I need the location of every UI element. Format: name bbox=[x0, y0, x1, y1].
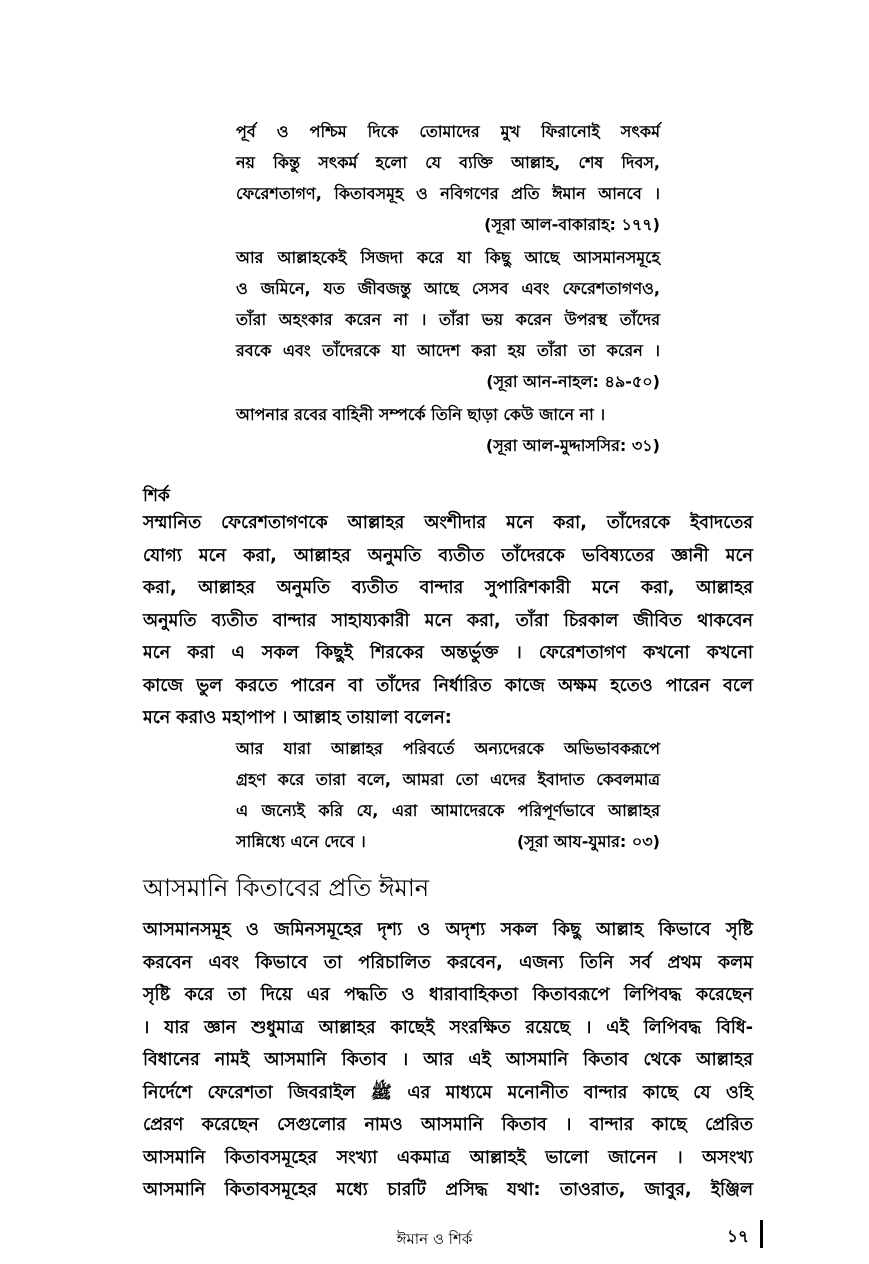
paragraph-line: মনে করাও মহাপাপ । আল্লাহ তায়ালা বলেন: bbox=[143, 708, 452, 728]
quote-reference: (সূরা আন-নাহল: ৪৯-৫০) bbox=[486, 372, 660, 391]
quote-line: নয় কিন্তু সৎকর্ম হলো যে ব্যক্তি আল্লাহ, শেষ দিবস, bbox=[236, 153, 660, 172]
footer-book-title: ঈমান ও শির্ক bbox=[396, 1230, 473, 1248]
paragraph-line: । যার জ্ঞান শুধুমাত্র আল্লাহর কাছেই সংরক্ষিত রয়েছে । এই লিপিবদ্ধ বিধি- bbox=[143, 1017, 753, 1038]
quote-line: আর আল্লাহকেই সিজদা করে যা কিছু আছে আসমানসমূহে bbox=[236, 248, 660, 267]
paragraph-line: সৃষ্টি করে তা দিয়ে এর পদ্ধতি ও ধারাবাহিকতা কিতাবরূপে লিপিবদ্ধ করেছেন bbox=[143, 985, 753, 1005]
paragraph-line: বিধানের নামই আসমানি কিতাব । আর এই আসমানি কিতাব থেকে আল্লাহর bbox=[143, 1050, 753, 1070]
quote-line: পূর্ব ও পশ্চিম দিকে তোমাদের মুখ ফিরানোই সৎকর্ম bbox=[236, 122, 660, 141]
paragraph-line: নির্দেশে ফেরেশতা জিবরাইল ﷺ এর মাধ্যমে মনোনীত বান্দার কাছে যে ওহি bbox=[143, 1082, 753, 1103]
quote-line: ফেরেশতাগণ, কিতাবসমূহ ও নবিগণের প্রতি ঈমান আনবে । bbox=[236, 184, 660, 203]
quote-line: ও জমিনে, যত জীবজন্তু আছে সেসব এবং ফেরেশতাগণও, bbox=[236, 279, 660, 298]
paragraph-line: সম্মানিত ফেরেশতাগণকে আল্লাহর অংশীদার মনে করা, তাঁদেরকে ইবাদতের bbox=[143, 513, 753, 533]
paragraph-line: কাজে ভুল করতে পারেন বা তাঁদের নির্ধারিত কাজে অক্ষম হতেও পারেন বলে bbox=[143, 675, 753, 696]
quran-quote-nahl bbox=[236, 242, 660, 397]
paragraph-line: আসমানি কিতাবসমূহের সংখ্যা একমাত্র আল্লাহই ভালো জানেন । অসংখ্য bbox=[143, 1147, 753, 1168]
quote-line: আর যারা আল্লাহর পরিবর্তে অন্যদেরকে অভিভাবকরূপে bbox=[236, 739, 660, 758]
quote-reference: (সূরা আল-বাকারাহ: ১৭৭) bbox=[484, 215, 660, 234]
section-heading-shirk: শির্ক bbox=[143, 486, 170, 506]
quote-reference: (সূরা আল-মুদ্দাসসির: ৩১) bbox=[485, 436, 660, 455]
quote-last-line bbox=[236, 826, 660, 857]
paragraph-line: যোগ্য মনে করা, আল্লাহর অনুমতি ব্যতীত তাঁদেরকে ভবিষ্যতের জ্ঞানী মনে bbox=[143, 545, 753, 566]
paragraph-line: আসমানি কিতাবসমূহের মধ্যে চারটি প্রসিদ্ধ যথা: তাওরাত, জাবুর, ইঞ্জিল bbox=[143, 1180, 753, 1200]
quote-line: সান্নিধ্যে এনে দেবে । bbox=[236, 832, 366, 851]
chapter-paragraph bbox=[143, 914, 753, 1207]
paragraph-line: করবেন এবং কিভাবে তা পরিচালিত করবেন, এজন্য তিনি সর্ব প্রথম কলম bbox=[143, 952, 753, 973]
chapter-title: আসমানি কিতাবের প্রতি ঈমান bbox=[143, 874, 430, 902]
quran-quote-baqarah bbox=[236, 116, 660, 240]
quote-reference: (সূরা আয-যুমার: ০৩) bbox=[516, 832, 660, 851]
paragraph-line: অনুমতি ব্যতীত বান্দার সাহায্যকারী মনে করা, তাঁরা চিরকাল জীবিত থাকবেন bbox=[143, 610, 753, 631]
quote-line: রবকে এবং তাঁদেরকে যা আদেশ করা হয় তাঁরা তা করেন । bbox=[236, 341, 660, 360]
shirk-paragraph bbox=[143, 507, 753, 735]
paragraph-line: করা, আল্লাহর অনুমতি ব্যতীত বান্দার সুপারিশকারী মনে করা, আল্লাহর bbox=[143, 578, 753, 598]
paragraph-line: আসমানসমূহ ও জমিনসমূহের দৃশ্য ও অদৃশ্য সকল কিছু আল্লাহ কিভাবে সৃষ্টি bbox=[143, 920, 753, 940]
quote-line: গ্রহণ করে তারা বলে, আমরা তো এদের ইবাদাত কেবলমাত্র bbox=[236, 770, 660, 789]
quote-line: আপনার রবের বাহিনী সম্পর্কে তিনি ছাড়া কেউ জানে না । bbox=[236, 405, 606, 424]
page-number: ১৭ bbox=[727, 1227, 750, 1247]
quran-quote-muddaththir bbox=[236, 399, 660, 461]
quote-line: এ জন্যেই করি যে, এরা আমাদেরকে পরিপূর্ণভাবে আল্লাহর bbox=[236, 801, 660, 820]
paragraph-line: মনে করা এ সকল কিছুই শিরকের অন্তর্ভুক্ত । ফেরেশতাগণ কখনো কখনো bbox=[143, 643, 753, 663]
quran-quote-zumar bbox=[236, 733, 660, 857]
page-number-divider bbox=[760, 1220, 763, 1248]
quote-line: তাঁরা অহংকার করেন না । তাঁরা ভয় করেন উপরস্থ তাঁদের bbox=[236, 310, 660, 329]
paragraph-line: প্রেরণ করেছেন সেগুলোর নামও আসমানি কিতাব । বান্দার কাছে প্রেরিত bbox=[143, 1115, 753, 1135]
